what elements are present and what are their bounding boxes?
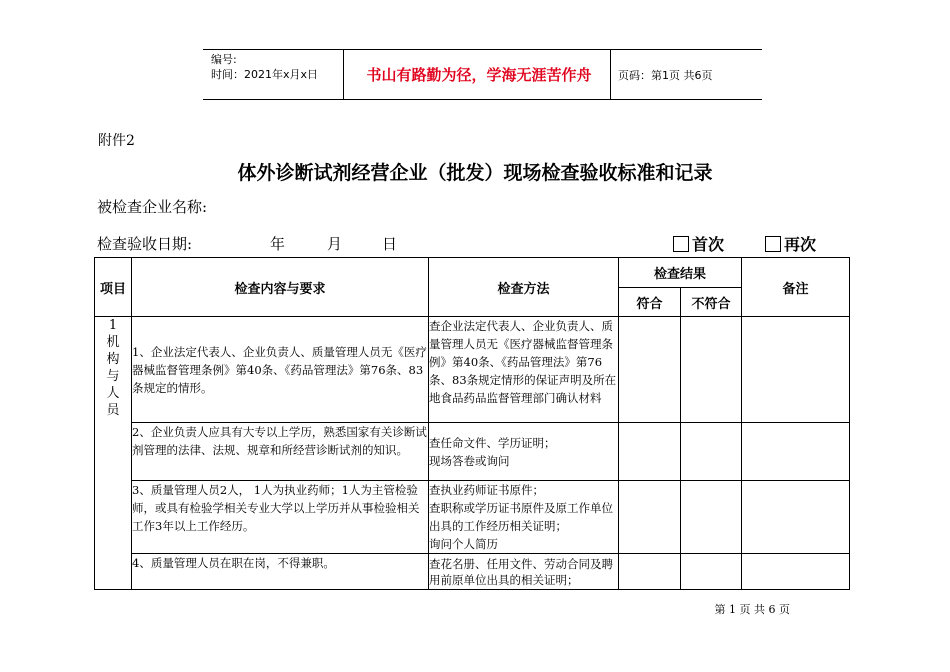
col-header-item: 项目: [95, 258, 132, 317]
conform-cell[interactable]: [619, 554, 681, 590]
header-divider: [343, 50, 344, 99]
company-name-field: 被检查企业名称:: [97, 198, 208, 216]
conform-cell[interactable]: [619, 317, 681, 423]
document-title: 体外诊断试剂经营企业（批发）现场检查验收标准和记录: [237, 162, 713, 184]
remark-cell[interactable]: [742, 317, 850, 423]
col-header-nonconform: 不符合: [681, 288, 742, 317]
table-row: [95, 554, 850, 590]
col-header-conform: 符合: [619, 288, 681, 317]
col-header-method: 检查方法: [429, 258, 619, 317]
remark-cell[interactable]: [742, 481, 850, 554]
header-bar: [203, 49, 762, 100]
col-header-content: 检查内容与要求: [132, 258, 429, 317]
nonconform-cell[interactable]: [681, 423, 742, 481]
date-year: 年: [270, 235, 286, 253]
number-label: 编号:: [211, 53, 237, 66]
row-content: 2、企业负责人应具有大专以上学历，熟悉国家有关诊断试剂管理的法律、法规、规章和所经营诊断试剂的知识。: [132, 423, 429, 481]
row-method: 查企业法定代表人、企业负责人、质量管理人员无《医疗器械监督管理条例》第40条、《药品管理法》第76条、83条规定情形的保证声明及所在地食品药品监督管理部门确认材料: [429, 317, 619, 423]
col-header-result: 检查结果: [619, 258, 742, 288]
row-content: 4、质量管理人员在职在岗，不得兼职。: [132, 554, 429, 590]
remark-cell[interactable]: [742, 554, 850, 590]
first-inspection-checkbox[interactable]: [673, 232, 724, 255]
remark-cell[interactable]: [742, 423, 850, 481]
first-inspection-label: 首次: [692, 235, 725, 254]
date-month: 月: [327, 235, 343, 253]
row-method: 查执业药师证书原件； 查职称或学历证书原件及原工作单位出具的工作经历相关证明； 询问个人简历: [429, 481, 619, 554]
conform-cell[interactable]: [619, 481, 681, 554]
checkbox-square-icon: [673, 236, 689, 252]
conform-cell[interactable]: [619, 423, 681, 481]
row-method: 查任命文件、学历证明； 现场答卷或询问: [429, 423, 619, 481]
row-content: 3、质量管理人员2人， 1人为执业药师；1人为主管检验师，或具有检验学相关专业大学以上学历并从事检验相关工作3年以上工作经历。: [132, 481, 429, 554]
nonconform-cell[interactable]: [681, 317, 742, 423]
attachment-label: 附件2: [98, 133, 135, 149]
reinspection-checkbox[interactable]: [765, 232, 816, 255]
table-row: [95, 481, 850, 554]
row-method: 查花名册、任用文件、劳动合同及聘用前原单位出具的相关证明；: [429, 554, 619, 590]
nonconform-cell[interactable]: [681, 554, 742, 590]
row-content: 1、企业法定代表人、企业负责人、质量管理人员无《医疗器械监督管理条例》第40条、《药品管理法》第76条、83条规定的情形。: [132, 317, 429, 423]
header-page-info: 页码：第1页 共6页: [618, 68, 713, 82]
col-header-remark: 备注: [742, 258, 850, 317]
table-row: [95, 317, 850, 423]
inspection-table: [94, 257, 850, 590]
table-row: [95, 423, 850, 481]
page-footer: 第 1 页 共 6 页: [714, 603, 790, 616]
date-day: 日: [382, 235, 398, 253]
checkbox-square-icon: [765, 236, 781, 252]
date-field-label: 检查验收日期:: [97, 235, 193, 253]
nonconform-cell[interactable]: [681, 481, 742, 554]
section-name: 1 机 构 与 人 员: [95, 317, 132, 590]
header-meta: [211, 52, 318, 82]
time-label: 时间：2021年x月x日: [211, 68, 319, 81]
header-motto: 书山有路勤为径，学海无涯苦作舟: [366, 66, 592, 84]
reinspection-label: 再次: [784, 235, 817, 254]
header-divider: [610, 50, 611, 99]
